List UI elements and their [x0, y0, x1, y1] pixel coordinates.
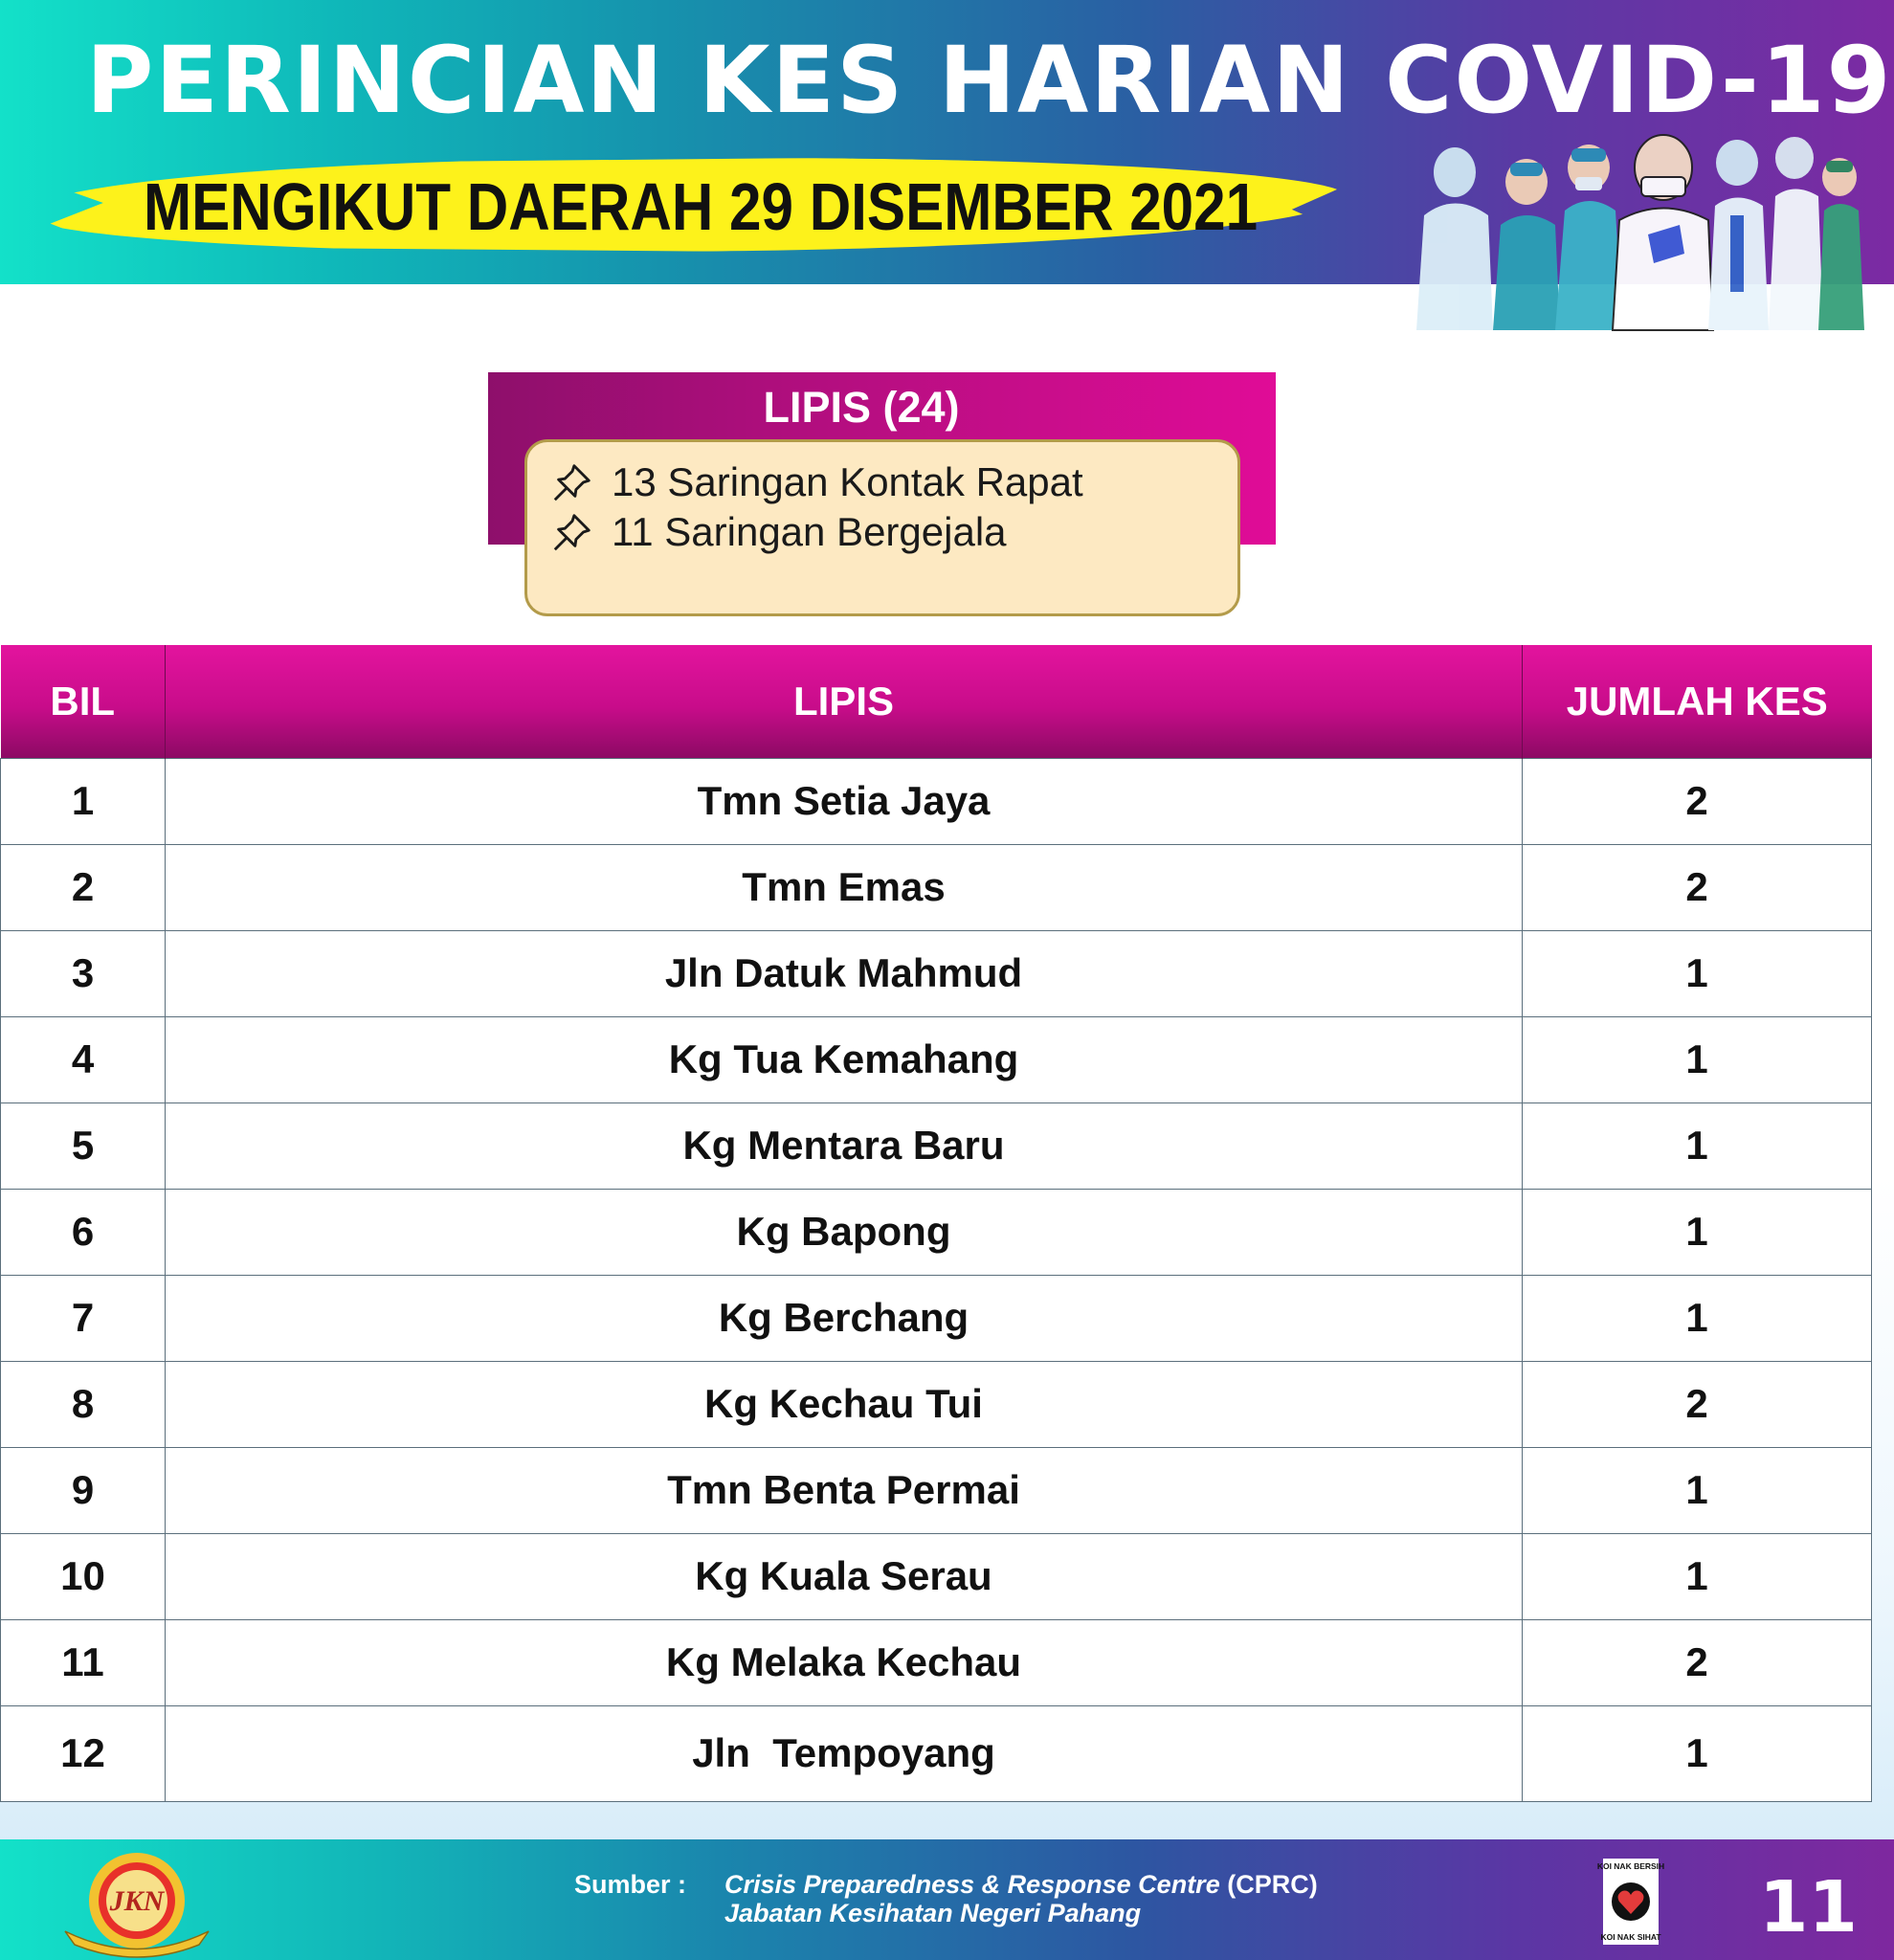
row-case-count: 1	[1523, 1189, 1872, 1275]
pushpin-icon	[550, 460, 594, 504]
source-organisation-abbrev: (CPRC)	[1219, 1870, 1318, 1899]
row-case-count: 2	[1523, 1361, 1872, 1447]
table-row	[1, 1189, 1872, 1275]
row-location: Jln Datuk Mahmud	[166, 930, 1523, 1016]
source-department: Jabatan Kesihatan Negeri Pahang	[724, 1899, 1142, 1927]
table-row	[1, 1016, 1872, 1102]
koi-logo-bottom-text: KOI NAK SIHAT	[1600, 1932, 1661, 1942]
jkn-logo	[56, 1847, 218, 1954]
row-location: Kg Kechau Tui	[166, 1361, 1523, 1447]
table-row	[1, 1361, 1872, 1447]
row-number: 4	[1, 1016, 166, 1102]
row-number: 7	[1, 1275, 166, 1361]
source-text	[724, 1870, 1318, 1927]
row-case-count: 1	[1523, 1102, 1872, 1189]
jkn-logo-text: JKN	[109, 1885, 165, 1917]
row-location: Kg Kuala Serau	[166, 1533, 1523, 1619]
table-row	[1, 1705, 1872, 1801]
row-location: Tmn Setia Jaya	[166, 758, 1523, 844]
row-number: 12	[1, 1705, 166, 1801]
row-location: Kg Melaka Kechau	[166, 1619, 1523, 1705]
row-location: Kg Mentara Baru	[166, 1102, 1523, 1189]
row-case-count: 1	[1523, 1016, 1872, 1102]
pushpin-icon	[550, 510, 594, 554]
summary-line-symptomatic	[550, 507, 1214, 557]
row-case-count: 2	[1523, 758, 1872, 844]
summary-line-close-contact	[550, 457, 1214, 507]
page-number: 11	[1759, 1866, 1858, 1949]
table-row	[1, 1533, 1872, 1619]
row-number: 6	[1, 1189, 166, 1275]
row-number: 5	[1, 1102, 166, 1189]
row-location: Tmn Emas	[166, 844, 1523, 930]
koi-nak-sihat-logo	[1596, 1859, 1665, 1945]
source-label: Sumber :	[574, 1870, 687, 1899]
summary-line-text: 11 Saringan Bergejala	[612, 509, 1007, 554]
row-number: 9	[1, 1447, 166, 1533]
row-case-count: 1	[1523, 930, 1872, 1016]
column-header-bil: BIL	[1, 645, 166, 758]
row-case-count: 1	[1523, 1447, 1872, 1533]
row-case-count: 1	[1523, 1275, 1872, 1361]
health-workers-illustration	[1397, 124, 1885, 330]
table-row	[1, 1447, 1872, 1533]
row-number: 8	[1, 1361, 166, 1447]
table-row	[1, 1102, 1872, 1189]
row-location: Kg Berchang	[166, 1275, 1523, 1361]
row-number: 3	[1, 930, 166, 1016]
table-row	[1, 758, 1872, 844]
page-title: PERINCIAN KES HARIAN COVID-19	[86, 27, 1893, 134]
row-case-count: 2	[1523, 1619, 1872, 1705]
row-location: Kg Bapong	[166, 1189, 1523, 1275]
column-header-case-count: JUMLAH KES	[1523, 645, 1872, 758]
table-row	[1, 1275, 1872, 1361]
row-case-count: 1	[1523, 1705, 1872, 1801]
district-summary-title: LIPIS (24)	[763, 383, 960, 432]
row-number: 11	[1, 1619, 166, 1705]
table-header-row	[1, 645, 1872, 758]
table-row	[1, 844, 1872, 930]
row-number: 1	[1, 758, 166, 844]
row-number: 10	[1, 1533, 166, 1619]
cases-table	[0, 645, 1872, 1802]
source-organisation: Crisis Preparedness & Response Centre	[724, 1870, 1220, 1899]
row-location: Kg Tua Kemahang	[166, 1016, 1523, 1102]
row-location: Jln Tempoyang	[166, 1705, 1523, 1801]
table-row	[1, 1619, 1872, 1705]
cases-table-container	[0, 645, 1871, 1802]
page-subtitle: MENGIKUT DAERAH 29 DISEMBER 2021	[144, 169, 1259, 244]
row-number: 2	[1, 844, 166, 930]
koi-logo-top-text: KOI NAK BERSIH	[1596, 1861, 1665, 1871]
row-case-count: 1	[1523, 1533, 1872, 1619]
column-header-location: LIPIS	[166, 645, 1523, 758]
district-summary-details	[524, 439, 1240, 616]
table-row	[1, 930, 1872, 1016]
row-case-count: 2	[1523, 844, 1872, 930]
summary-line-text: 13 Saringan Kontak Rapat	[612, 459, 1083, 504]
row-location: Tmn Benta Permai	[166, 1447, 1523, 1533]
